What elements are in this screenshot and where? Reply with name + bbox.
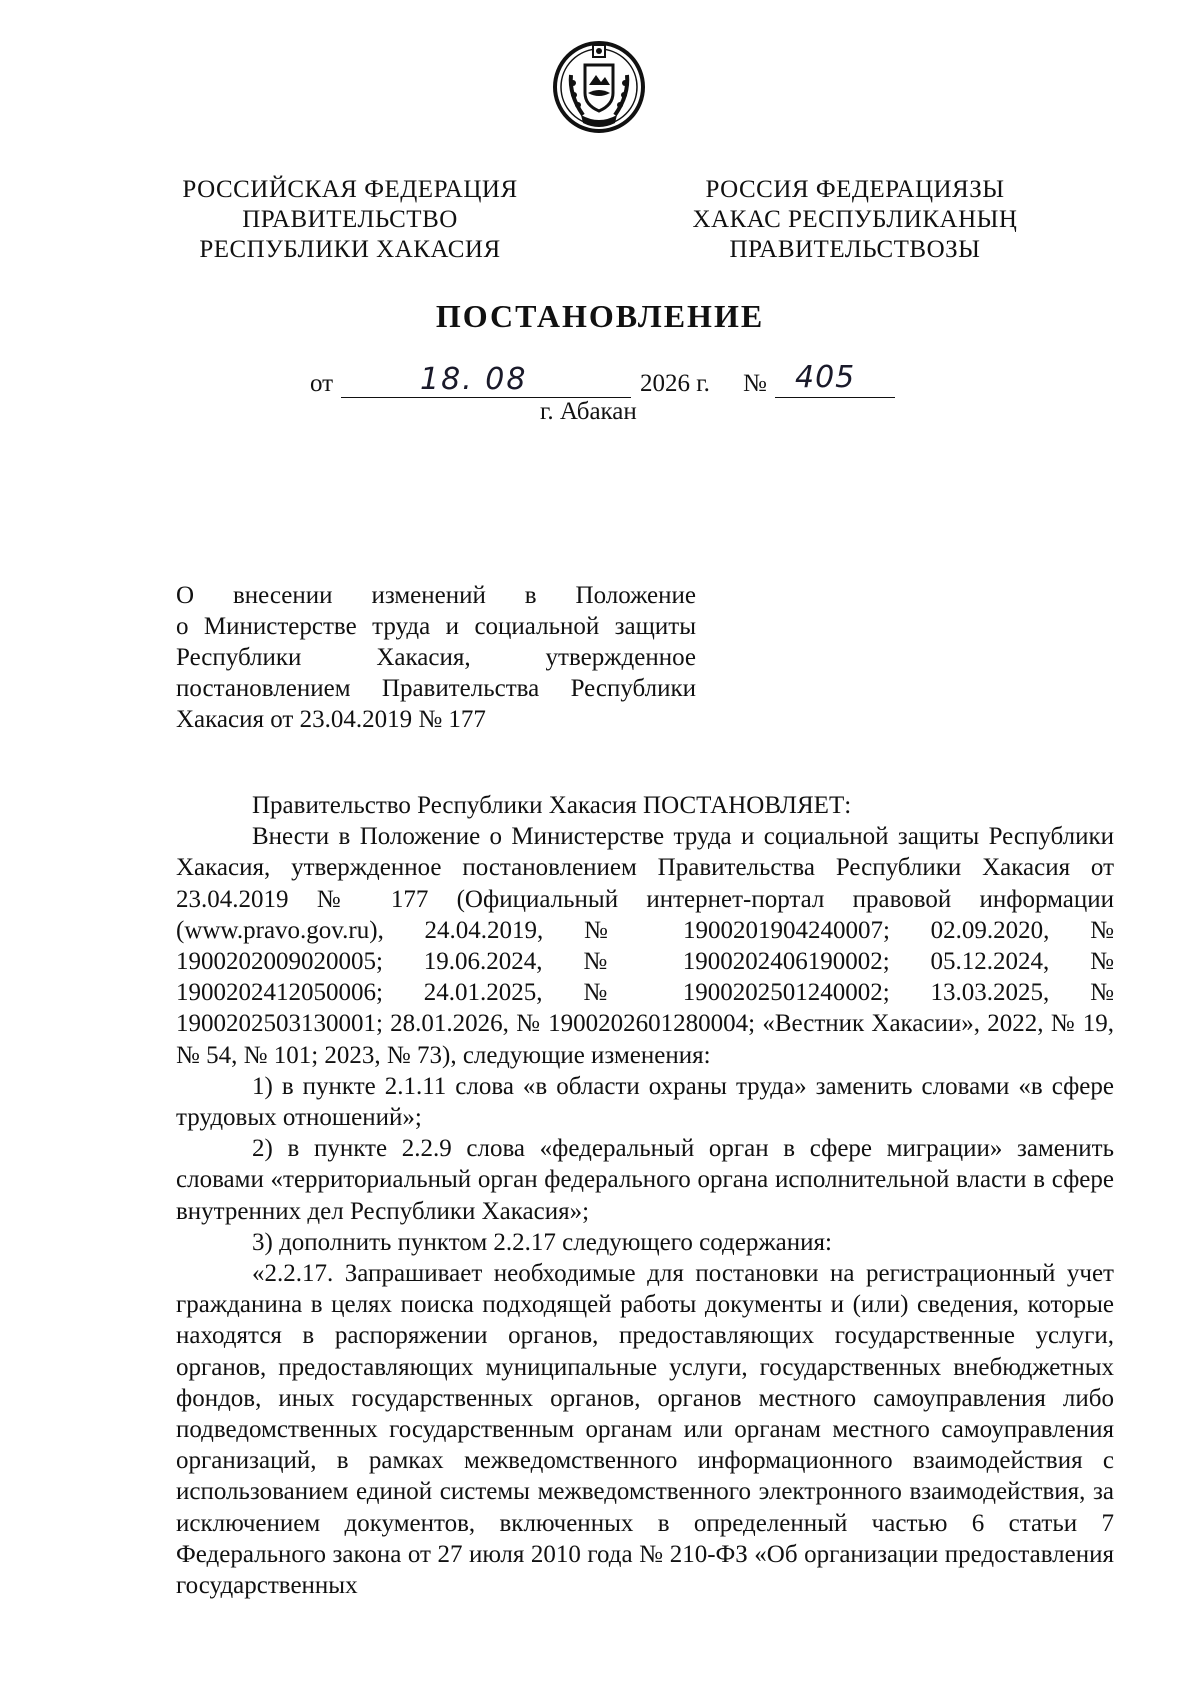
body-paragraph-preamble: Правительство Республики Хакасия ПОСТАНОВЛЯЕТ:	[252, 792, 852, 819]
handwritten-date: 18. 08	[420, 362, 528, 397]
body-paragraph: Внести в Положение о Министерстве труда и социальной защиты Республики Хакасия, утвержденное постановлением Правительства Республики Хакасия от 23.04.2019 № 177 (Официальный интернет-портал правовой информации (www.pravo.gov.ru), 24.04.2019, № 1900201904240007; 02.09.2020, № 1900202009020005; 19.06.2024, № 1900202406190002; 05.12.2024, № 1900202412050006; 24.01.2025, № 1900202501240002; 13.03.2025, № 1900202503130001; 28.01.2026, № 1900202601280004; «Вестник Хакасии», 2022, № 19, № 54, № 101; 2023, № 73), следующие изменения:	[176, 823, 1114, 1069]
header-right-line: ПРАВИТЕЛЬСТВОЗЫ	[729, 236, 981, 263]
document-body	[176, 790, 1114, 1601]
body-paragraph: 3) дополнить пунктом 2.2.17 следующего содержания:	[252, 1228, 832, 1256]
document-type-title: ПОСТАНОВЛЕНИЕ	[435, 298, 765, 334]
handwritten-number: 405	[795, 360, 856, 395]
header-left-line: ПРАВИТЕЛЬСТВО	[242, 206, 458, 233]
subject-line: О внесении изменений в Положение	[176, 582, 696, 609]
subject-line: Хакасия от 23.04.2019 № 177	[176, 706, 486, 733]
header-left-line: РЕСПУБЛИКИ ХАКАСИЯ	[199, 236, 501, 263]
header-right-line: ХАКАС РЕСПУБЛИКАНЫҢ	[692, 206, 1018, 233]
subject-line: постановлением Правительства Республики	[176, 675, 696, 702]
document-subject	[176, 580, 696, 735]
header-left-line: РОССИЙСКАЯ ФЕДЕРАЦИЯ	[182, 176, 518, 203]
number-underline	[775, 397, 895, 398]
coat-of-arms-emblem	[549, 35, 649, 135]
body-paragraph: «2.2.17. Запрашивает необходимые для постановки на регистрационный учет гражданина в целях поиска подходящей работы документы и (или) сведения, которые находятся в распоряжении органов, предоставляющих государственные услуги, органов, предоставляющих муниципальные услуги, государственных внебюджетных фондов, иных государственных органов, органов местного самоуправления либо подведомственных государственным органам или органам местного самоуправления организаций, в рамках межведомственного информационного взаимодействия с использованием единой системы межведомственного электронного взаимодействия, за исключением документов, включенных в определенный частью 6 статьи 7 Федерального закона от 27 июля 2010 года № 210-ФЗ «Об организации предоставления государственных	[176, 1260, 1114, 1600]
body-paragraph: 2) в пункте 2.2.9 слова «федеральный орган в сфере миграции» заменить словами «территориальный орган федерального органа исполнительной власти в сфере внутренних дел Республики Хакасия»;	[176, 1135, 1114, 1225]
subject-line: Республики Хакасия, утвержденное	[176, 644, 696, 671]
header-right-line: РОССИЯ ФЕДЕРАЦИЯЗЫ	[705, 176, 1005, 203]
header-left	[150, 175, 550, 265]
date-year: 2026 г.	[640, 370, 710, 397]
date-from-label: от	[310, 370, 334, 397]
number-label: №	[743, 370, 767, 397]
city-name: г. Абакан	[540, 398, 637, 425]
body-paragraph: 1) в пункте 2.1.11 слова «в области охраны труда» заменить словами «в сфере трудовых отношений»;	[176, 1072, 1114, 1132]
subject-line: о Министерстве труда и социальной защиты	[176, 613, 696, 640]
header-right	[645, 175, 1065, 265]
